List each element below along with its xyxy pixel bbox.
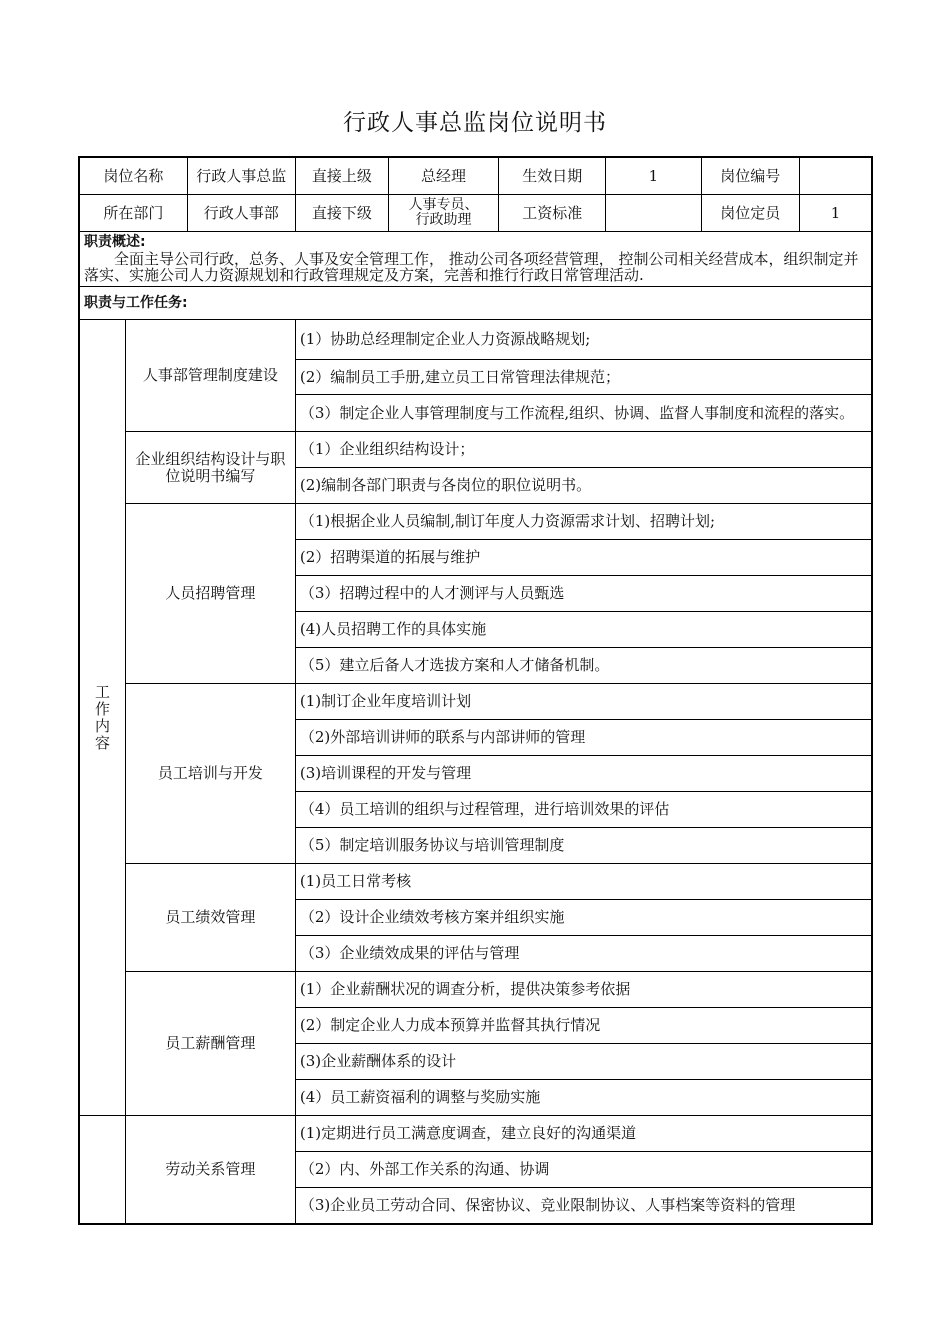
duty-list: [79, 320, 872, 1225]
label-position-number: 岗位编号: [701, 157, 799, 195]
duty-item: （1)根据企业人员编制,制订年度人力资源需求计划、招聘计划;: [295, 504, 872, 540]
duty-item: （3)企业员工劳动合同、保密协议、竞业限制协议、人事档案等资料的管理: [295, 1188, 872, 1225]
value-direct-subordinate: [388, 195, 498, 232]
duty-group-name: 劳动关系管理: [126, 1116, 296, 1225]
duty-item: (2)编制各部门职责与各岗位的职位说明书。: [295, 468, 872, 504]
label-department: 所在部门: [79, 195, 187, 232]
duty-item: （2）设计企业绩效考核方案并组织实施: [295, 900, 872, 936]
label-effective-date: 生效日期: [499, 157, 606, 195]
page-title: 行政人事总监岗位说明书: [343, 110, 607, 136]
duty-item: （3）制定企业人事管理制度与工作流程,组织、协调、监督人事制度和流程的落实。: [295, 395, 872, 432]
label-headcount: 岗位定员: [701, 195, 799, 232]
duty-item: (1）企业薪酬状况的调查分析，提供决策参考依据: [295, 972, 872, 1008]
duty-item: （5）建立后备人才选拔方案和人才储备机制。: [295, 648, 872, 684]
duty-item: (1)定期进行员工满意度调查，建立良好的沟通渠道: [295, 1116, 872, 1152]
duty-item: (2）编制员工手册,建立员工日常管理法律规范；: [295, 360, 872, 395]
value-effective-date: 1: [606, 157, 701, 195]
work-content-label: [79, 320, 126, 1116]
duty-item: （3）招聘过程中的人才测评与人员甄选: [295, 576, 872, 612]
duty-group-name: 员工绩效管理: [126, 864, 296, 972]
value-salary-standard: [606, 195, 701, 232]
duty-item: （3）企业绩效成果的评估与管理: [295, 936, 872, 972]
duty-group-name: 人事部管理制度建设: [126, 320, 296, 432]
duty-row: [79, 684, 872, 720]
duty-item: （5）制定培训服务协议与培训管理制度: [295, 828, 872, 864]
duty-item: (2）制定企业人力成本预算并监督其执行情况: [295, 1008, 872, 1044]
duty-item: (1）协助总经理制定企业人力资源战略规划;: [295, 320, 872, 360]
value-department: 行政人事部: [187, 195, 295, 232]
duty-row: [79, 432, 872, 468]
label-direct-subordinate: 直接下级: [295, 195, 388, 232]
duty-item: (1)制订企业年度培训计划: [295, 684, 872, 720]
header-row-2: [79, 195, 872, 232]
work-content-text: 工作内容: [95, 682, 111, 752]
value-headcount: 1: [799, 195, 872, 232]
duty-item: (2）招聘渠道的拓展与维护: [295, 540, 872, 576]
value-position-number: [799, 157, 872, 195]
duty-item: （4）员工培训的组织与过程管理，进行培训效果的评估: [295, 792, 872, 828]
duty-row: [79, 972, 872, 1008]
subordinate-line-2: 行政助理: [415, 212, 472, 228]
label-position-name: 岗位名称: [79, 157, 187, 195]
job-description-table: [78, 156, 873, 1225]
duty-group-name: 人员招聘管理: [126, 504, 296, 684]
duties-label-row: [79, 287, 872, 320]
duty-item: (4）员工薪资福利的调整与奖励实施: [295, 1080, 872, 1116]
duty-item: （2)外部培训讲师的联系与内部讲师的管理: [295, 720, 872, 756]
duty-item: (3)企业薪酬体系的设计: [295, 1044, 872, 1080]
value-direct-superior: 总经理: [388, 157, 498, 195]
duty-group-name: 员工薪酬管理: [126, 972, 296, 1116]
duty-item: (1)员工日常考核: [295, 864, 872, 900]
duty-row: [79, 320, 872, 360]
subordinate-line-1: 人事专员、: [408, 197, 479, 213]
blank-side-cell: [79, 1116, 126, 1225]
duty-group-name: 企业组织结构设计与职位说明书编写: [126, 432, 296, 504]
summary-label: 职责概述:: [84, 234, 146, 250]
summary-row: [79, 232, 872, 287]
duty-item: (4)人员招聘工作的具体实施: [295, 612, 872, 648]
value-position-name: 行政人事总监: [187, 157, 295, 195]
header-row-1: [79, 157, 872, 195]
duty-row: [79, 504, 872, 540]
label-salary-standard: 工资标准: [499, 195, 606, 232]
duty-item: （1）企业组织结构设计；: [295, 432, 872, 468]
duties-label: 职责与工作任务:: [79, 287, 872, 320]
duty-row: [79, 864, 872, 900]
summary-text: 全面主导公司行政，总务、人事及安全管理工作， 推动公司各项经营管理， 控制公司相关经营成本，组织制定并落实、实施公司人力资源规划和行政管理规定及方案，完善和推行行政日常管理活动.: [84, 250, 859, 284]
summary-cell: [79, 232, 872, 287]
duty-row: [79, 1116, 872, 1152]
label-direct-superior: 直接上级: [295, 157, 388, 195]
duty-item: （2）内、外部工作关系的沟通、协调: [295, 1152, 872, 1188]
duty-group-name: 员工培训与开发: [126, 684, 296, 864]
duty-item: (3)培训课程的开发与管理: [295, 756, 872, 792]
